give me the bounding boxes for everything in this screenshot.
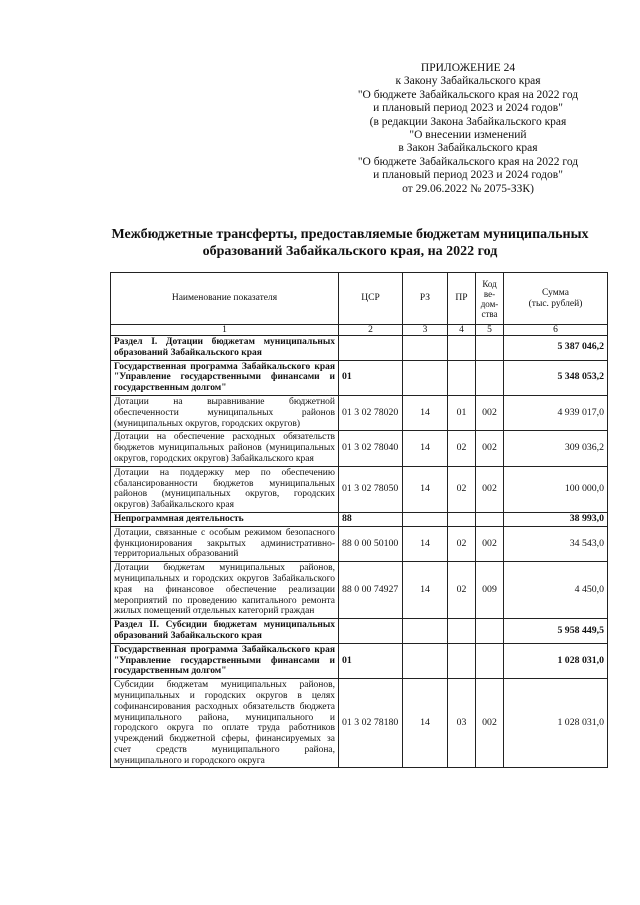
row-name: Дотации бюджетам муниципальных районов, муниципальных и городских округов Забайкальского края на финансовое обеспечение реализации мероприятий по проведению капитального ремонта жилых помещений отдельных категорий граждан	[111, 562, 339, 619]
column-number: 1	[111, 325, 339, 336]
appendix-line: "О бюджете Забайкальского края на 2022 год	[357, 88, 579, 101]
row-kod: 002	[476, 679, 504, 768]
appendix-line: в Закон Забайкальского края	[398, 142, 538, 155]
header-sum	[504, 273, 608, 325]
row-sum: 34 543,0	[504, 526, 608, 561]
row-pr: 02	[448, 562, 476, 619]
document-title	[100, 226, 600, 260]
row-kod	[476, 643, 504, 678]
header-kod	[476, 273, 504, 325]
appendix-line: "О внесении изменений	[409, 129, 527, 142]
row-pr: 03	[448, 679, 476, 768]
column-number-row	[111, 325, 608, 336]
row-pr	[448, 619, 476, 644]
row-csr: 01	[339, 643, 403, 678]
row-name: Субсидии бюджетам муниципальных районов, муниципальных и городских округов в целях софинансирования расходных обязательств бюджета муниципального района, муниципального и городского округа по оплате труда работников учреждений бюджетной сферы, финансируемых за счет средств муниципального района, муниципального и городского округа	[111, 679, 339, 768]
row-pr: 01	[448, 395, 476, 430]
table-body	[111, 336, 608, 768]
row-pr	[448, 512, 476, 526]
row-sum: 4 939 017,0	[504, 395, 608, 430]
row-sum: 5 958 449,5	[504, 619, 608, 644]
header-sum-line: (тыс. рублей)	[528, 298, 583, 309]
header-csr: ЦСР	[339, 273, 403, 325]
row-kod: 002	[476, 466, 504, 512]
row-name: Государственная программа Забайкальского края "Управление государственными финансами и государственным долгом"	[111, 360, 339, 395]
header-pr: ПР	[448, 273, 476, 325]
row-kod	[476, 336, 504, 361]
appendix-line: к Закону Забайкальского края	[395, 75, 541, 88]
header-kod-line: дом-	[480, 298, 499, 309]
row-rz	[403, 619, 448, 644]
table-row	[111, 466, 608, 512]
row-csr: 01 3 02 78020	[339, 395, 403, 430]
appendix-line: и плановый период 2023 и 2024 годов"	[373, 169, 563, 182]
row-sum: 5 348 053,2	[504, 360, 608, 395]
row-name: Государственная программа Забайкальского края "Управление государственными финансами и государственным долгом"	[111, 643, 339, 678]
column-number: 3	[403, 325, 448, 336]
row-csr: 88	[339, 512, 403, 526]
table-row	[111, 562, 608, 619]
row-rz: 14	[403, 466, 448, 512]
row-csr: 88 0 00 50100	[339, 526, 403, 561]
row-kod: 002	[476, 526, 504, 561]
row-kod	[476, 360, 504, 395]
appendix-line: от 29.06.2022 № 2075-ЗЗК)	[402, 182, 534, 195]
appendix-header	[318, 62, 618, 196]
row-sum: 100 000,0	[504, 466, 608, 512]
row-csr	[339, 619, 403, 644]
row-name: Дотации на поддержку мер по обеспечению сбалансированности бюджетов муниципальных районов (муниципальных округов, городских округов) Забайкальского края	[111, 466, 339, 512]
row-rz	[403, 643, 448, 678]
row-rz: 14	[403, 395, 448, 430]
row-rz	[403, 336, 448, 361]
row-csr: 01 3 02 78180	[339, 679, 403, 768]
table-row	[111, 643, 608, 678]
row-name: Дотации на выравнивание бюджетной обеспеченности муниципальных районов (муниципальных округов, городских округов)	[111, 395, 339, 430]
row-kod	[476, 619, 504, 644]
row-rz	[403, 360, 448, 395]
row-name: Дотации, связанные с особым режимом безопасного функционирования закрытых административно-территориальных образований	[111, 526, 339, 561]
row-sum: 1 028 031,0	[504, 679, 608, 768]
row-kod: 009	[476, 562, 504, 619]
row-csr: 01 3 02 78050	[339, 466, 403, 512]
table-row	[111, 336, 608, 361]
row-pr: 02	[448, 526, 476, 561]
header-kod-line: ве-	[483, 288, 496, 299]
row-pr	[448, 360, 476, 395]
transfers-table	[110, 272, 608, 768]
column-number: 4	[448, 325, 476, 336]
document-title-line-1: Межбюджетные трансферты, предоставляемые бюджетам муниципальных	[111, 227, 589, 242]
row-rz: 14	[403, 562, 448, 619]
header-rz: РЗ	[403, 273, 448, 325]
row-rz: 14	[403, 679, 448, 768]
header-kod-line: ства	[481, 308, 498, 319]
row-csr: 01	[339, 360, 403, 395]
row-sum: 5 387 046,2	[504, 336, 608, 361]
table-header-row	[111, 273, 608, 325]
row-name: Дотации на обеспечение расходных обязательств бюджетов муниципальных районов (муниципальных округов, городских округов) Забайкальского края	[111, 431, 339, 466]
row-kod: 002	[476, 395, 504, 430]
header-sum-line: Сумма	[542, 287, 569, 298]
column-number: 5	[476, 325, 504, 336]
row-csr	[339, 336, 403, 361]
table-row	[111, 360, 608, 395]
row-pr	[448, 643, 476, 678]
row-sum: 1 028 031,0	[504, 643, 608, 678]
row-rz: 14	[403, 526, 448, 561]
row-sum: 4 450,0	[504, 562, 608, 619]
row-pr: 02	[448, 431, 476, 466]
table-row	[111, 512, 608, 526]
row-csr: 88 0 00 74927	[339, 562, 403, 619]
row-csr: 01 3 02 78040	[339, 431, 403, 466]
appendix-line: и плановый период 2023 и 2024 годов"	[373, 102, 563, 115]
row-rz	[403, 512, 448, 526]
appendix-line: (в редакции Закона Забайкальского края	[369, 115, 567, 128]
appendix-line: "О бюджете Забайкальского края на 2022 год	[357, 155, 579, 168]
header-name: Наименование показателя	[111, 273, 339, 325]
column-number: 2	[339, 325, 403, 336]
row-sum: 309 036,2	[504, 431, 608, 466]
table-row	[111, 431, 608, 466]
table-row	[111, 679, 608, 768]
row-rz: 14	[403, 431, 448, 466]
row-pr	[448, 336, 476, 361]
document-title-line-2: образований Забайкальского края, на 2022 год	[202, 244, 498, 259]
row-kod	[476, 512, 504, 526]
row-kod: 002	[476, 431, 504, 466]
row-pr: 02	[448, 466, 476, 512]
header-kod-line: Код	[482, 278, 497, 289]
appendix-line: ПРИЛОЖЕНИЕ 24	[420, 62, 516, 74]
row-name: Раздел I. Дотации бюджетам муниципальных образований Забайкальского края	[111, 336, 339, 361]
column-number: 6	[504, 325, 608, 336]
table-row	[111, 395, 608, 430]
row-sum: 38 993,0	[504, 512, 608, 526]
row-name: Непрограммная деятельность	[111, 512, 339, 526]
row-name: Раздел II. Субсидии бюджетам муниципальных образований Забайкальского края	[111, 619, 339, 644]
table-row	[111, 619, 608, 644]
table-row	[111, 526, 608, 561]
